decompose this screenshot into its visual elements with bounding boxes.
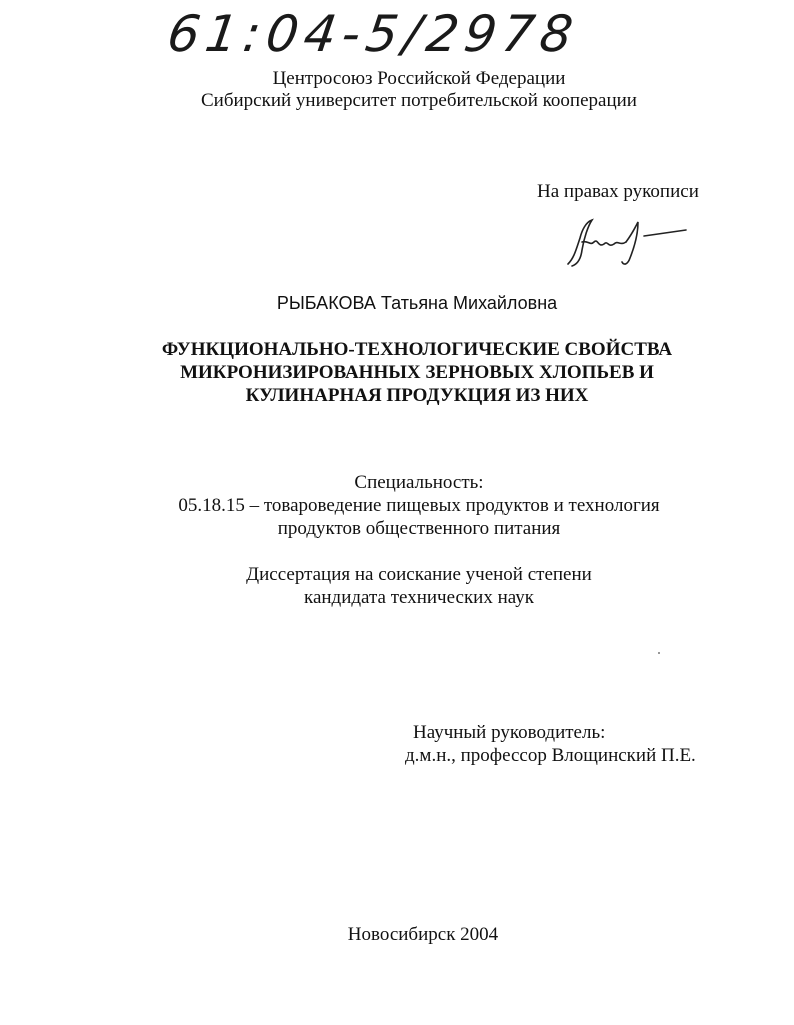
handwritten-code-text: 61:04-5/2978	[163, 5, 583, 63]
handwritten-archive-code	[163, 4, 583, 74]
specialty-line-2: продуктов общественного питания	[277, 518, 561, 539]
specialty-label: Специальность:	[354, 472, 484, 493]
author-name: РЫБАКОВА Татьяна Михайловна	[276, 293, 558, 313]
title-line-2: МИКРОНИЗИРОВАННЫХ ЗЕРНОВЫХ ХЛОПЬЕВ И	[180, 362, 654, 383]
supervisor-label: Научный руководитель:	[413, 722, 606, 743]
org-line: Центросоюз Российской Федерации	[272, 68, 566, 89]
scan-speck	[658, 652, 660, 654]
university-line: Сибирский университет потребительской кооперации	[201, 90, 637, 111]
title-line-3: КУЛИНАРНАЯ ПРОДУКЦИЯ ИЗ НИХ	[245, 385, 589, 406]
dissertation-line-1: Диссертация на соискание ученой степени	[246, 564, 592, 585]
dissertation-line-2: кандидата технических наук	[304, 587, 534, 608]
rights-note: На правах рукописи	[537, 181, 699, 202]
specialty-line-1: 05.18.15 – товароведение пищевых продуктов и технология	[178, 495, 660, 516]
title-line-1: ФУНКЦИОНАЛЬНО-ТЕХНОЛОГИЧЕСКИЕ СВОЙСТВА	[161, 339, 673, 360]
city-year: Новосибирск 2004	[347, 924, 499, 945]
signature-icon	[560, 212, 700, 272]
supervisor-name: д.м.н., профессор Влощинский П.Е.	[405, 745, 696, 766]
